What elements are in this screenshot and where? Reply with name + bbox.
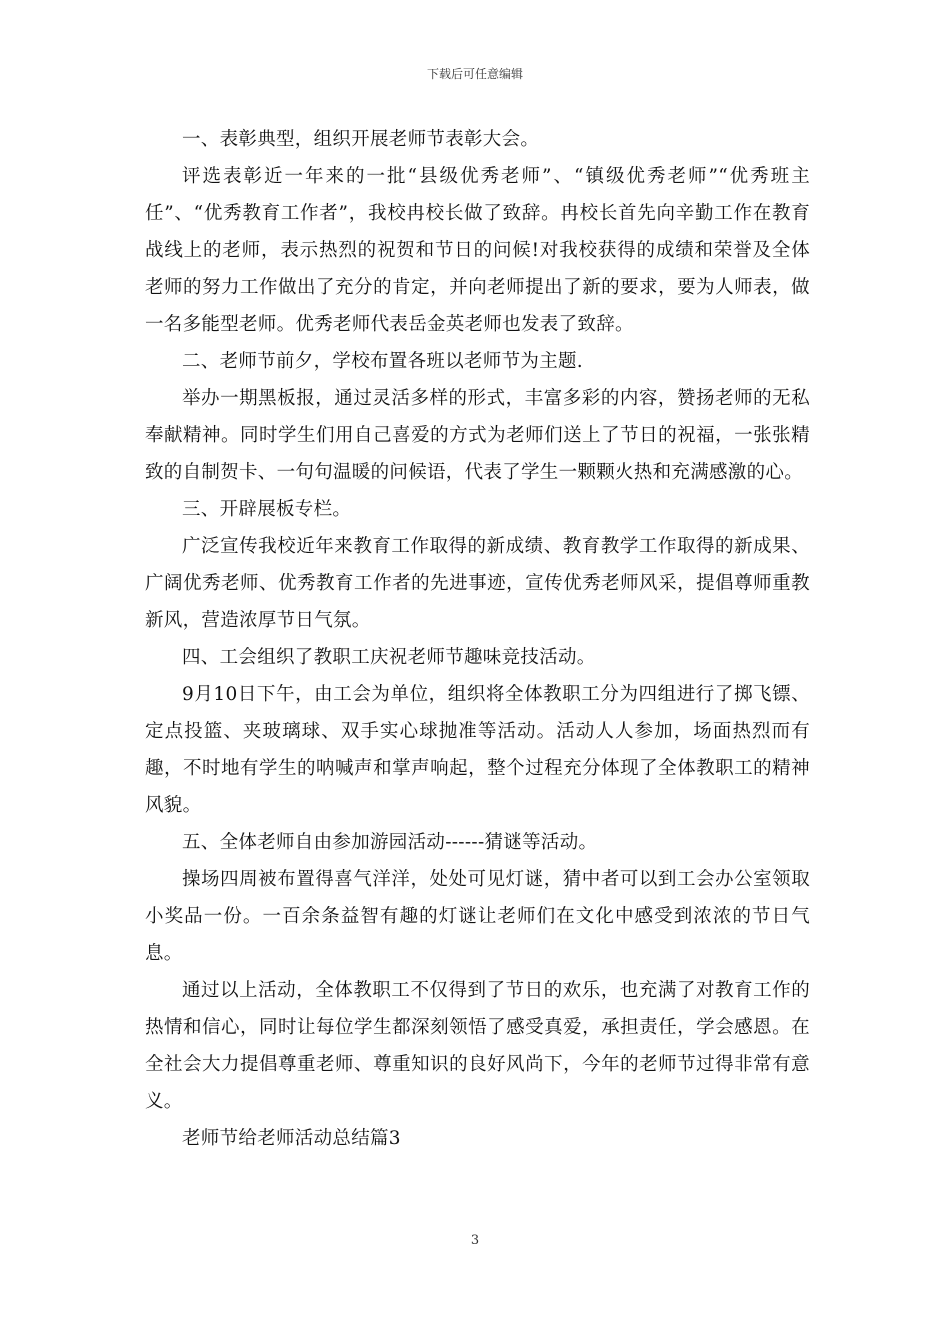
body-paragraph: 操场四周被布置得喜气洋洋，处处可见灯谜，猜中者可以到工会办公室领取小奖品一份。一百余条益智有趣的灯谜让老师们在文化中感受到浓浓的节日气息。 (145, 869, 810, 964)
section-heading-4: 四、工会组织了教职工庆祝老师节趣味竞技活动。 (182, 647, 596, 668)
page-number: 3 (470, 1233, 480, 1248)
page-header: 下载后可任意编辑 (426, 67, 523, 81)
section-heading-1: 一、表彰典型，组织开展老师节表彰大会。 (182, 129, 540, 150)
next-article-title: 老师节给老师活动总结篇3 (182, 1128, 401, 1149)
body-paragraph: 广泛宣传我校近年来教育工作取得的新成绩、教育教学工作取得的新成果、广阔优秀老师、优秀教育工作者的先进事迹，宣传优秀老师风采，提倡尊师重教新风，营造浓厚节日气氛。 (145, 536, 810, 631)
body-paragraph: 评选表彰近一年来的一批“县级优秀老师”、“镇级优秀老师”“优秀班主任”、“优秀教育工作者”，我校冉校长做了致辞。冉校长首先向辛勤工作在教育战线上的老师，表示热烈的祝贺和节日的问候!对我校获得的成绩和荣誉及全体老师的努力工作做出了充分的肯定，并向老师提出了新的要求，要为人师表，做一名多能型老师。优秀老师代表岳金英老师也发表了致辞。 (145, 166, 810, 335)
section-heading-3: 三、开辟展板专栏。 (182, 499, 352, 520)
document-body (145, 121, 810, 1157)
conclusion-paragraph: 通过以上活动，全体教职工不仅得到了节日的欢乐，也充满了对教育工作的热情和信心，同时让每位学生都深刻领悟了感受真爱，承担责任，学会感恩。在全社会大力提倡尊重老师、尊重知识的良好风尚下，今年的老师节过得非常有意义。 (145, 980, 810, 1112)
section-heading-2: 二、老师节前夕，学校布置各班以老师节为主题. (182, 351, 583, 372)
body-paragraph: 9月10日下午，由工会为单位，组织将全体教职工分为四组进行了掷飞镖、定点投篮、夹玻璃球、双手实心球抛准等活动。活动人人参加，场面热烈而有趣，不时地有学生的呐喊声和掌声响起，整个过程充分体现了全体教职工的精神风貌。 (145, 684, 810, 816)
section-heading-5: 五、全体老师自由参加游园活动------猜谜等活动。 (182, 832, 598, 853)
body-paragraph: 举办一期黑板报，通过灵活多样的形式，丰富多彩的内容，赞扬老师的无私奉献精神。同时学生们用自己喜爱的方式为老师们送上了节日的祝福，一张张精致的自制贺卡、一句句温暖的问候语，代表了学生一颗颗火热和充满感激的心。 (145, 388, 810, 483)
